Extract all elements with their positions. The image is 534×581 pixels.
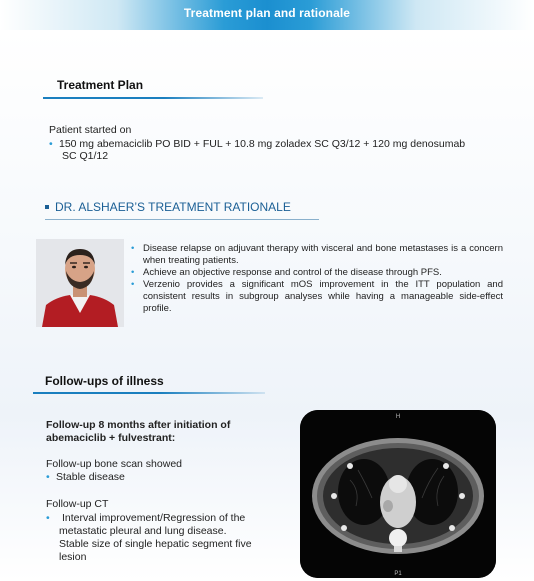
followup-subtitle-line1: Follow-up 8 months after initiation of bbox=[46, 419, 231, 431]
treatment-bullet-line2: SC Q1/12 bbox=[62, 150, 109, 162]
ct-scan-illustration bbox=[300, 410, 496, 578]
rationale-item: • Verzenio provides a significant mOS improvement in the ITT population and consistent results in subgroup analyses while having a manageable side-effect profile. bbox=[131, 279, 503, 314]
ct-bottom-marker: P1 bbox=[394, 571, 402, 577]
rationale-item: • Disease relapse on adjuvant therapy with visceral and bone metastases is a concern when treating patients. bbox=[131, 243, 503, 266]
ct-item-line4: lesion bbox=[59, 551, 87, 563]
rationale-heading bbox=[45, 200, 291, 214]
treatment-bullet bbox=[49, 138, 519, 151]
rationale-item: • Achieve an objective response and control of the disease through PFS. bbox=[131, 267, 442, 278]
rationale-list bbox=[131, 243, 503, 315]
bullet-icon: • bbox=[131, 279, 135, 290]
bullet-icon: • bbox=[131, 267, 135, 278]
followup-subtitle-line2: abemaciclib + fulvestrant: bbox=[46, 432, 176, 444]
ct-item-line3: Stable size of single hepatic segment five bbox=[59, 538, 252, 550]
ct-label: Follow-up CT bbox=[46, 498, 109, 510]
bullet-icon: • bbox=[49, 138, 53, 150]
bullet-icon: • bbox=[46, 512, 50, 524]
ct-top-marker: H bbox=[395, 414, 401, 420]
rationale-underline bbox=[45, 219, 319, 220]
doctor-portrait bbox=[36, 239, 124, 327]
portrait-illustration bbox=[36, 239, 124, 327]
bone-scan-label: Follow-up bone scan showed bbox=[46, 458, 182, 470]
square-bullet-icon bbox=[45, 205, 49, 209]
treatment-bullet-line1: 150 mg abemaciclib PO BID + FUL + 10.8 mg zoladex SC Q3/12 + 120 mg denosumab bbox=[59, 138, 466, 150]
followup-title: Follow-ups of illness bbox=[45, 374, 164, 388]
bone-scan-item: • Stable disease bbox=[46, 471, 125, 483]
treatment-plan-title: Treatment Plan bbox=[57, 78, 144, 92]
ct-item-line2: metastatic pleural and lung disease. bbox=[59, 525, 227, 537]
ct-item-line1: • Interval improvement/Regression of the bbox=[46, 512, 246, 524]
bullet-icon: • bbox=[46, 471, 50, 483]
treatment-intro: Patient started on bbox=[49, 124, 132, 136]
ct-scan-image bbox=[300, 410, 496, 578]
page-title: Treatment plan and rationale bbox=[183, 6, 351, 20]
bullet-icon: • bbox=[131, 243, 135, 254]
rationale-title: DR. ALSHAER’S TREATMENT RATIONALE bbox=[55, 200, 291, 214]
followup-underline bbox=[33, 392, 265, 394]
treatment-plan-underline bbox=[43, 97, 263, 99]
